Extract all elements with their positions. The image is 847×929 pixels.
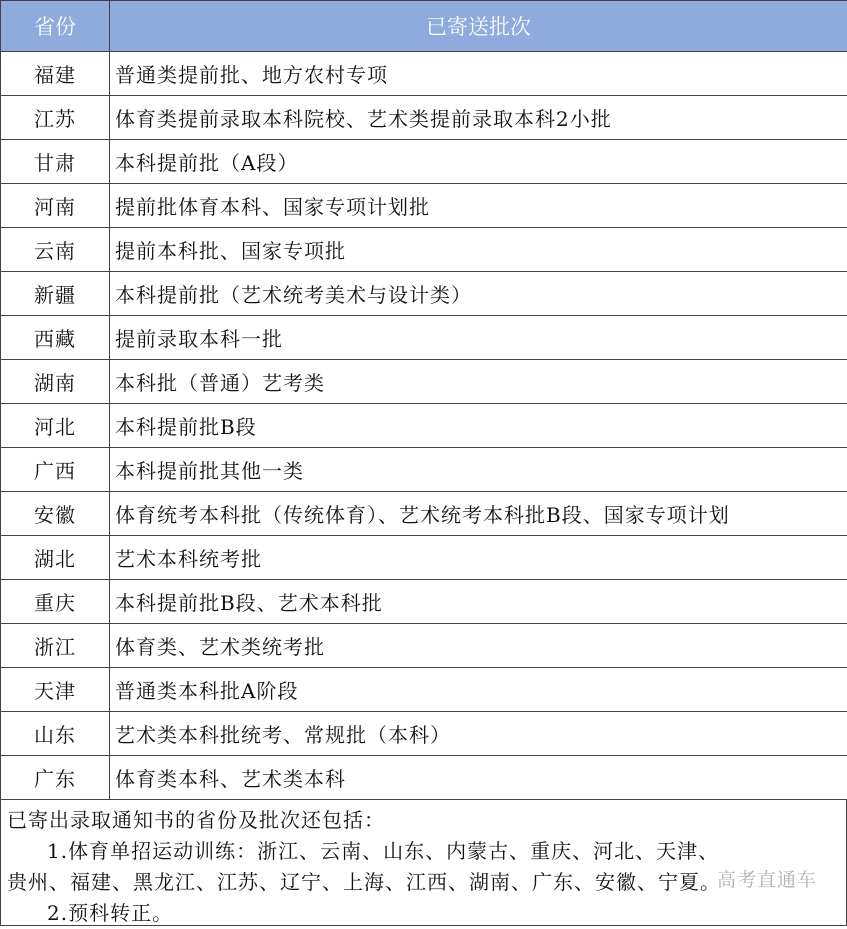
table-row — [1, 756, 847, 800]
watermark-text: 高考直通车 — [717, 865, 817, 892]
province-cell: 西藏 — [1, 316, 110, 360]
batch-cell: 提前批体育本科、国家专项计划批 — [110, 184, 847, 228]
province-cell: 福建 — [1, 52, 110, 96]
batch-cell: 艺术本科统考批 — [110, 536, 847, 580]
batch-cell: 本科提前批（A段） — [110, 140, 847, 184]
batch-cell: 提前本科批、国家专项批 — [110, 228, 847, 272]
batch-cell: 艺术类本科批统考、常规批（本科） — [110, 712, 847, 756]
batch-cell: 体育类、艺术类统考批 — [110, 624, 847, 668]
table-row — [1, 52, 847, 96]
province-cell: 广西 — [1, 448, 110, 492]
table-row — [1, 184, 847, 228]
batch-cell: 提前录取本科一批 — [110, 316, 847, 360]
table-row — [1, 580, 847, 624]
batch-cell: 体育类提前录取本科院校、艺术类提前录取本科2小批 — [110, 96, 847, 140]
table-row — [1, 668, 847, 712]
table-row — [1, 404, 847, 448]
batch-cell: 普通类提前批、地方农村专项 — [110, 52, 847, 96]
batch-cell: 本科提前批（艺术统考美术与设计类） — [110, 272, 847, 316]
province-cell: 甘肃 — [1, 140, 110, 184]
table-row — [1, 96, 847, 140]
province-cell: 山东 — [1, 712, 110, 756]
table-row — [1, 624, 847, 668]
notes-item-1-continued: 贵州、福建、黑龙江、江苏、辽宁、上海、江西、湖南、广东、安徽、宁夏。 — [7, 867, 838, 898]
province-cell: 新疆 — [1, 272, 110, 316]
table-row — [1, 228, 847, 272]
province-cell: 河南 — [1, 184, 110, 228]
province-cell: 云南 — [1, 228, 110, 272]
table-row — [1, 712, 847, 756]
batch-cell: 体育统考本科批（传统体育）、艺术统考本科批B段、国家专项计划 — [110, 492, 847, 536]
province-cell: 湖南 — [1, 360, 110, 404]
table-row — [1, 492, 847, 536]
batch-cell: 本科提前批B段、艺术本科批 — [110, 580, 847, 624]
table-header-row — [1, 1, 847, 52]
table-row — [1, 316, 847, 360]
province-cell: 湖北 — [1, 536, 110, 580]
province-cell: 河北 — [1, 404, 110, 448]
table-row — [1, 360, 847, 404]
batch-cell: 体育类本科、艺术类本科 — [110, 756, 847, 800]
batch-cell: 本科提前批其他一类 — [110, 448, 847, 492]
batch-cell: 普通类本科批A阶段 — [110, 668, 847, 712]
notes-item-1: 1.体育单招运动训练：浙江、云南、山东、内蒙古、重庆、河北、天津、 — [7, 836, 838, 867]
province-cell: 江苏 — [1, 96, 110, 140]
header-province: 省份 — [1, 1, 110, 52]
batch-cell: 本科提前批B段 — [110, 404, 847, 448]
province-cell: 重庆 — [1, 580, 110, 624]
batch-cell: 本科批（普通）艺考类 — [110, 360, 847, 404]
header-batch: 已寄送批次 — [110, 1, 847, 52]
notes-intro: 已寄出录取通知书的省份及批次还包括： — [7, 805, 838, 836]
table-row — [1, 536, 847, 580]
province-cell: 浙江 — [1, 624, 110, 668]
province-cell: 安徽 — [1, 492, 110, 536]
notes-item-2: 2.预科转正。 — [7, 898, 838, 929]
table-row — [1, 272, 847, 316]
province-cell: 天津 — [1, 668, 110, 712]
table-row — [1, 140, 847, 184]
province-cell: 广东 — [1, 756, 110, 800]
table-row — [1, 448, 847, 492]
notes-block — [0, 799, 847, 926]
